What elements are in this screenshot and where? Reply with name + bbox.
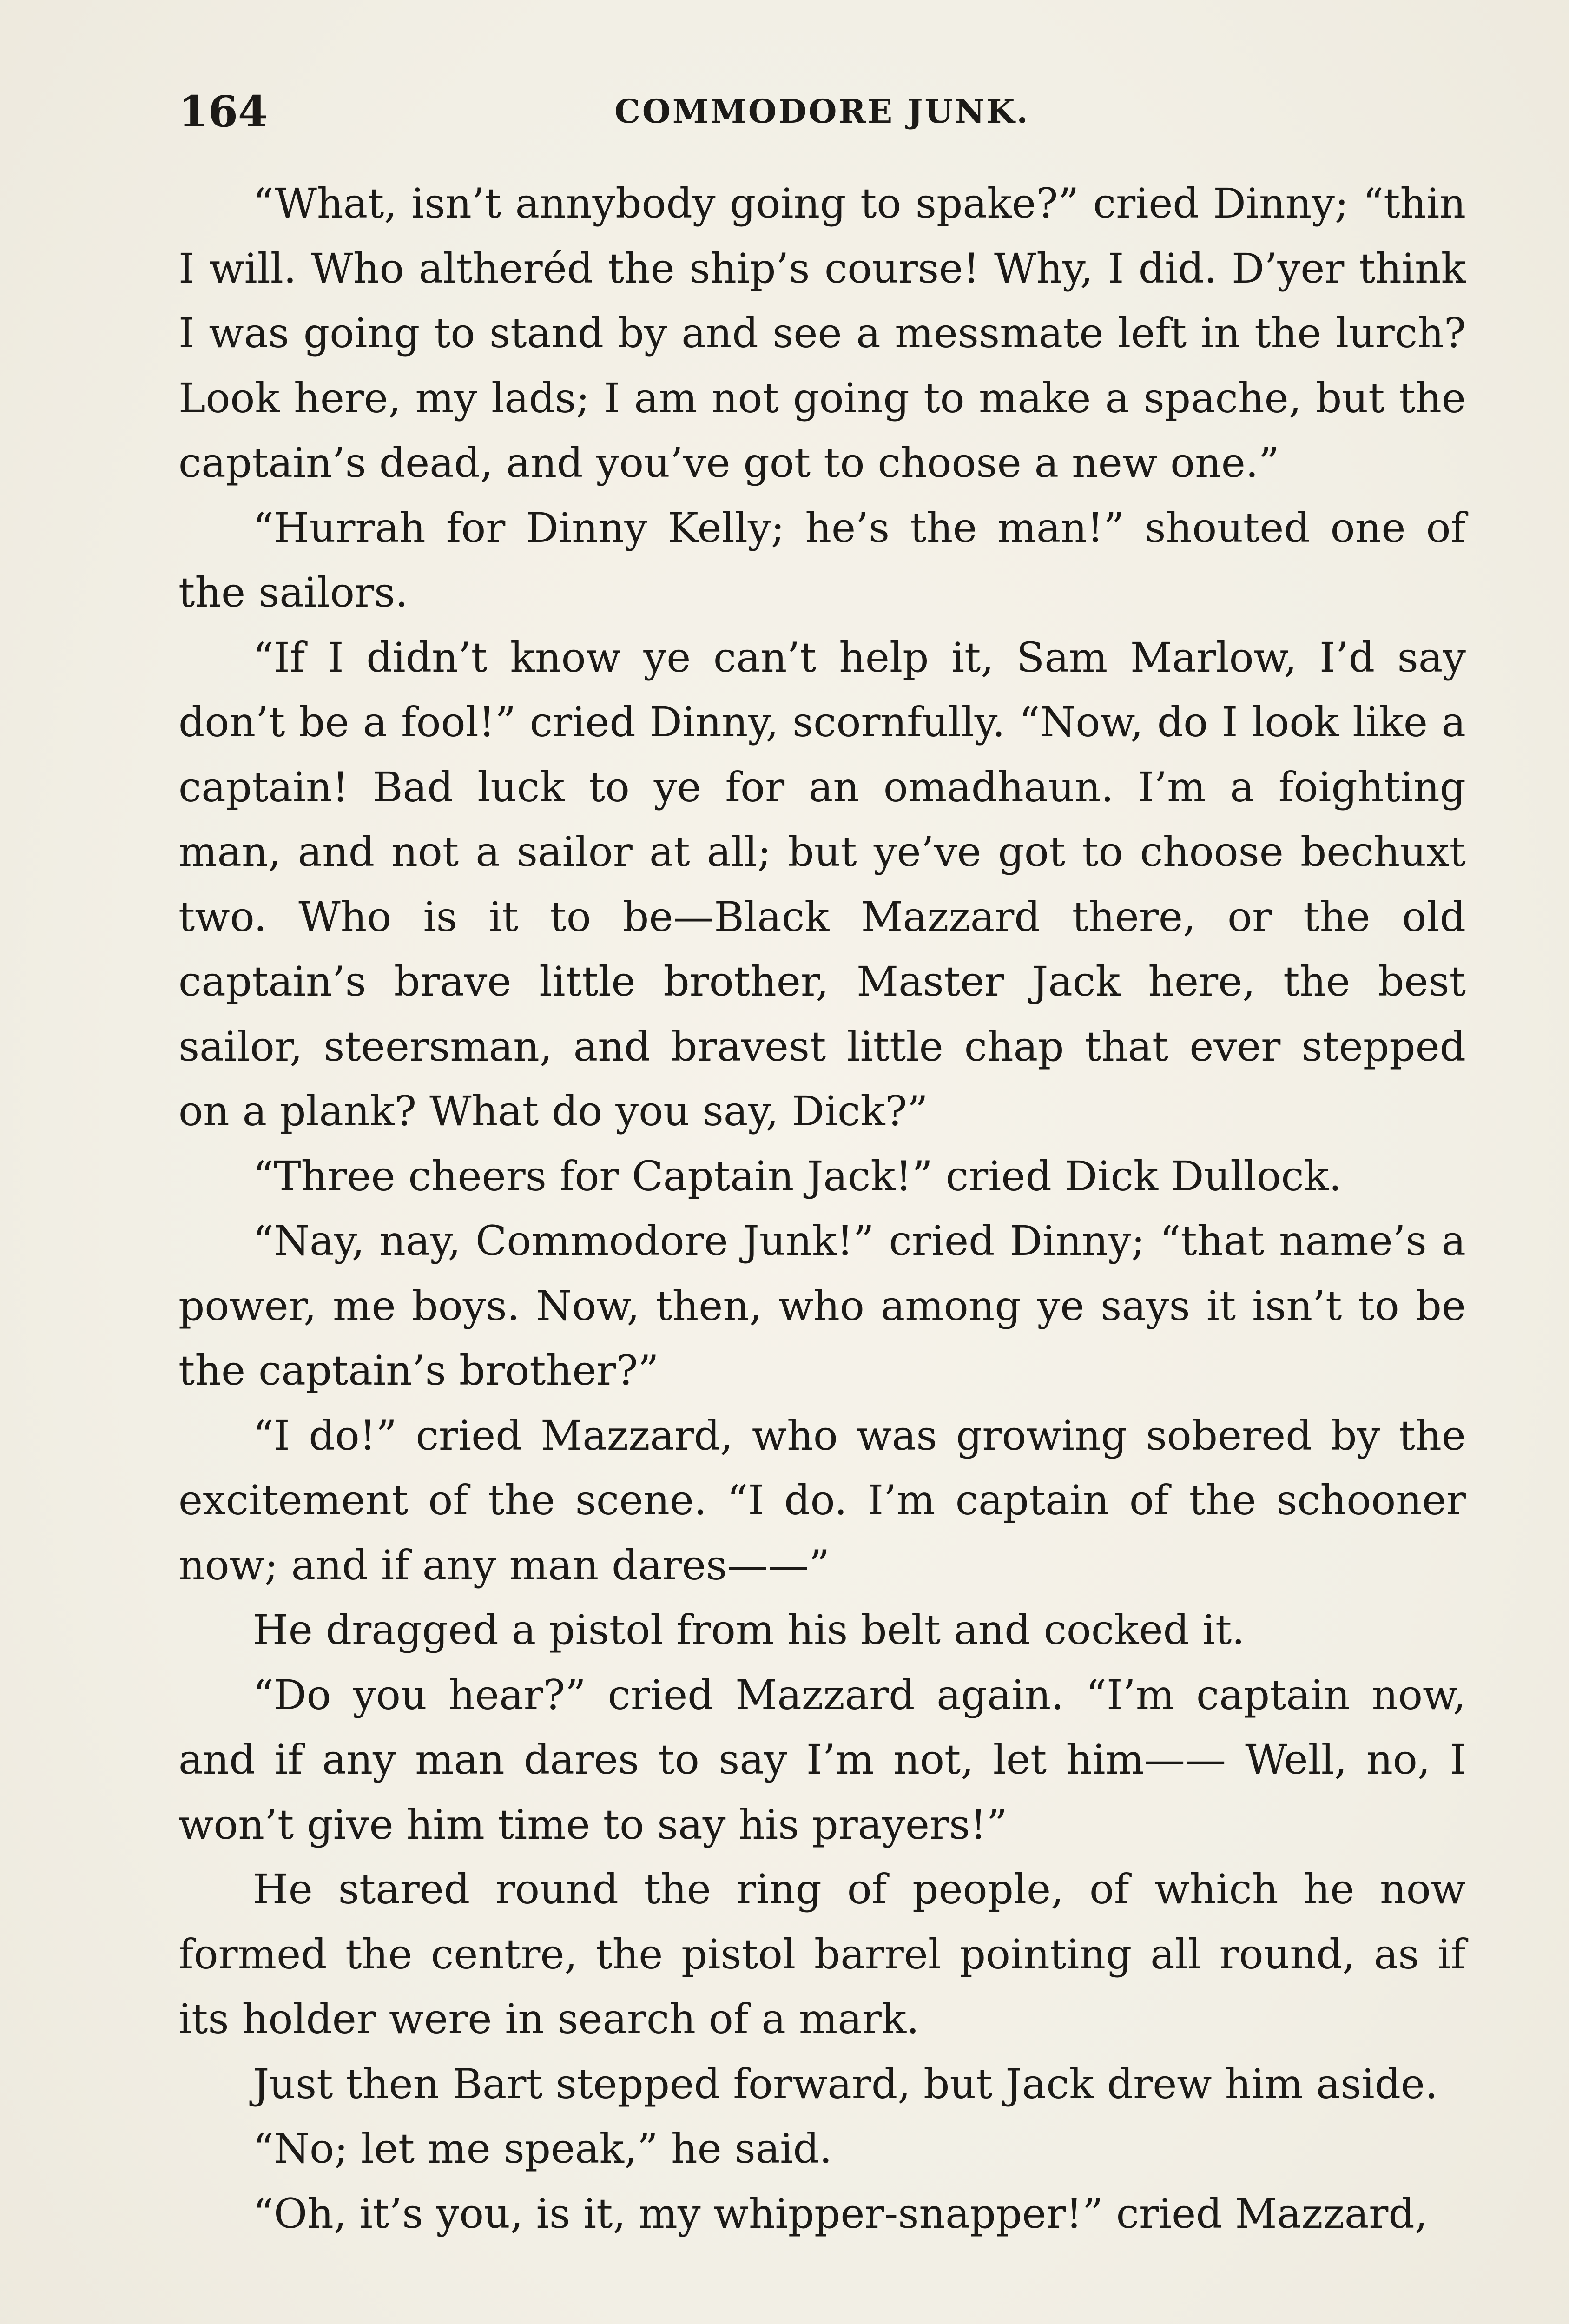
page-header <box>178 88 1466 135</box>
paragraph: “What, isn’t annybody going to spake?” cried Dinny; “thin I will. Who altheréd the ship’s course! Why, I did. D’yer think I was going to stand by and see a messmate left in the lurch? Look here, my lads; I am not going to make a spache, but the captain’s dead, and you’ve got to choose a new one.” <box>178 179 1466 487</box>
page-number: 164 <box>178 86 268 137</box>
paragraph: “Do you hear?” cried Mazzard again. “I’m captain now, and if any man dares to say I’m not, let him—— Well, no, I won’t give him time to say his prayers!” <box>178 1670 1466 1849</box>
paragraph: “Three cheers for Captain Jack!” cried Dick Dullock. <box>253 1152 1342 1200</box>
paragraph: “Hurrah for Dinny Kelly; he’s the man!” shouted one of the sailors. <box>178 503 1466 616</box>
paragraph: He dragged a pistol from his belt and cocked it. <box>253 1606 1245 1654</box>
paragraph: Just then Bart stepped forward, but Jack drew him aside. <box>253 2060 1438 2108</box>
paragraph: “Nay, nay, Commodore Junk!” cried Dinny; “that name’s a power, me boys. Now, then, who among ye says it isn’t to be the captain’s brother?” <box>178 1217 1466 1394</box>
body-text <box>178 171 1466 2246</box>
paragraph: He stared round the ring of people, of which he now formed the centre, the pistol barrel pointing all round, as if its holder were in search of a mark. <box>178 1865 1466 2043</box>
paragraph: “I do!” cried Mazzard, who was growing sobered by the excitement of the scene. “I do. I’m captain of the schooner now; and if any man dares——” <box>178 1411 1466 1589</box>
running-head: COMMODORE JUNK. <box>614 92 1030 131</box>
paragraph: “No; let me speak,” he said. <box>253 2125 832 2172</box>
paragraph: “Oh, it’s you, is it, my whipper-snapper!” cried Mazzard, <box>253 2189 1428 2238</box>
paragraph: “If I didn’t know ye can’t help it, Sam Marlow, I’d say don’t be a fool!” cried Dinny, scornfully. “Now, do I look like a captain! Bad luck to ye for an omadhaun. I’m a foighting man, and not a sailor at all; but ye’ve got to choose bechuxt two. Who is it to be—Black Mazzard there, or the old captain’s brave little brother, Master Jack here, the best sailor, steersman, and bravest little chap that ever stepped on a plank? What do you say, Dick?” <box>178 633 1466 1135</box>
